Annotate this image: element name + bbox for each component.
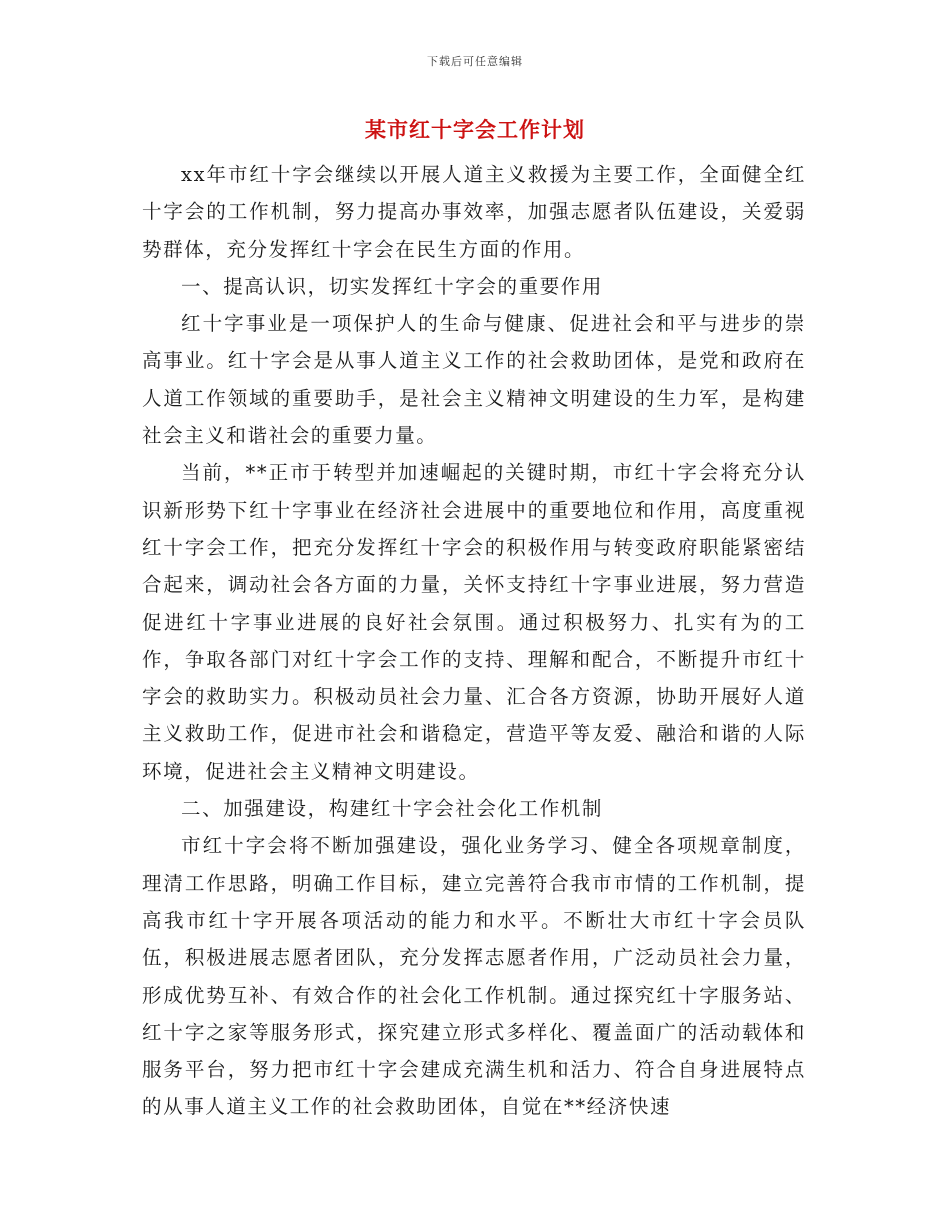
intro-paragraph: xx年市红十字会继续以开展人道主义救援为主要工作，全面健全红十字会的工作机制，努力提高办事效率，加强志愿者队伍建设，关爱弱势群体，充分发挥红十字会在民生方面的作用。: [142, 163, 806, 261]
section-heading-2: 二、加强建设，构建红十字会社会化工作机制: [181, 797, 604, 821]
page-header-note: 下载后可任意编辑: [427, 55, 523, 68]
body-paragraph: 红十字事业是一项保护人的生命与健康、促进社会和平与进步的崇高事业。红十字会是从事人道主义工作的社会救助团体，是党和政府在人道工作领域的重要助手，是社会主义精神文明建设的生力军，是构建社会主义和谐社会的重要力量。: [142, 312, 806, 448]
body-paragraph: 市红十字会将不断加强建设，强化业务学习、健全各项规章制度，理清工作思路，明确工作目标，建立完善符合我市市情的工作机制，提高我市红十字开展各项活动的能力和水平。不断壮大市红十字会员队伍，积极进展志愿者团队，充分发挥志愿者作用，广泛动员社会力量，形成优势互补、有效合作的社会化工作机制。通过探究红十字服务站、红十字之家等服务形式，探究建立形式多样化、覆盖面广的活动载体和服务平台，努力把市红十字会建成充满生机和活力、符合自身进展特点的从事人道主义工作的社会救助团体，自觉在**经济快速: [142, 834, 806, 1119]
section-heading-1: 一、提高认识，切实发挥红十字会的重要作用: [181, 274, 604, 298]
document-body: [142, 156, 806, 1126]
document-title: 某市红十字会工作计划: [365, 117, 585, 142]
body-paragraph: 当前，**正市于转型并加速崛起的关键时期，市红十字会将充分认识新形势下红十字事业在经济社会进展中的重要地位和作用，高度重视红十字会工作，把充分发挥红十字会的积极作用与转变政府职能紧密结合起来，调动社会各方面的力量，关怀支持红十字事业进展，努力营造促进红十字事业进展的良好社会氛围。通过积极努力、扎实有为的工作，争取各部门对红十字会工作的支持、理解和配合，不断提升市红十字会的救助实力。积极动员社会力量、汇合各方资源，协助开展好人道主义救助工作，促进市社会和谐稳定，营造平等友爱、融洽和谐的人际环境，促进社会主义精神文明建设。: [142, 461, 806, 783]
